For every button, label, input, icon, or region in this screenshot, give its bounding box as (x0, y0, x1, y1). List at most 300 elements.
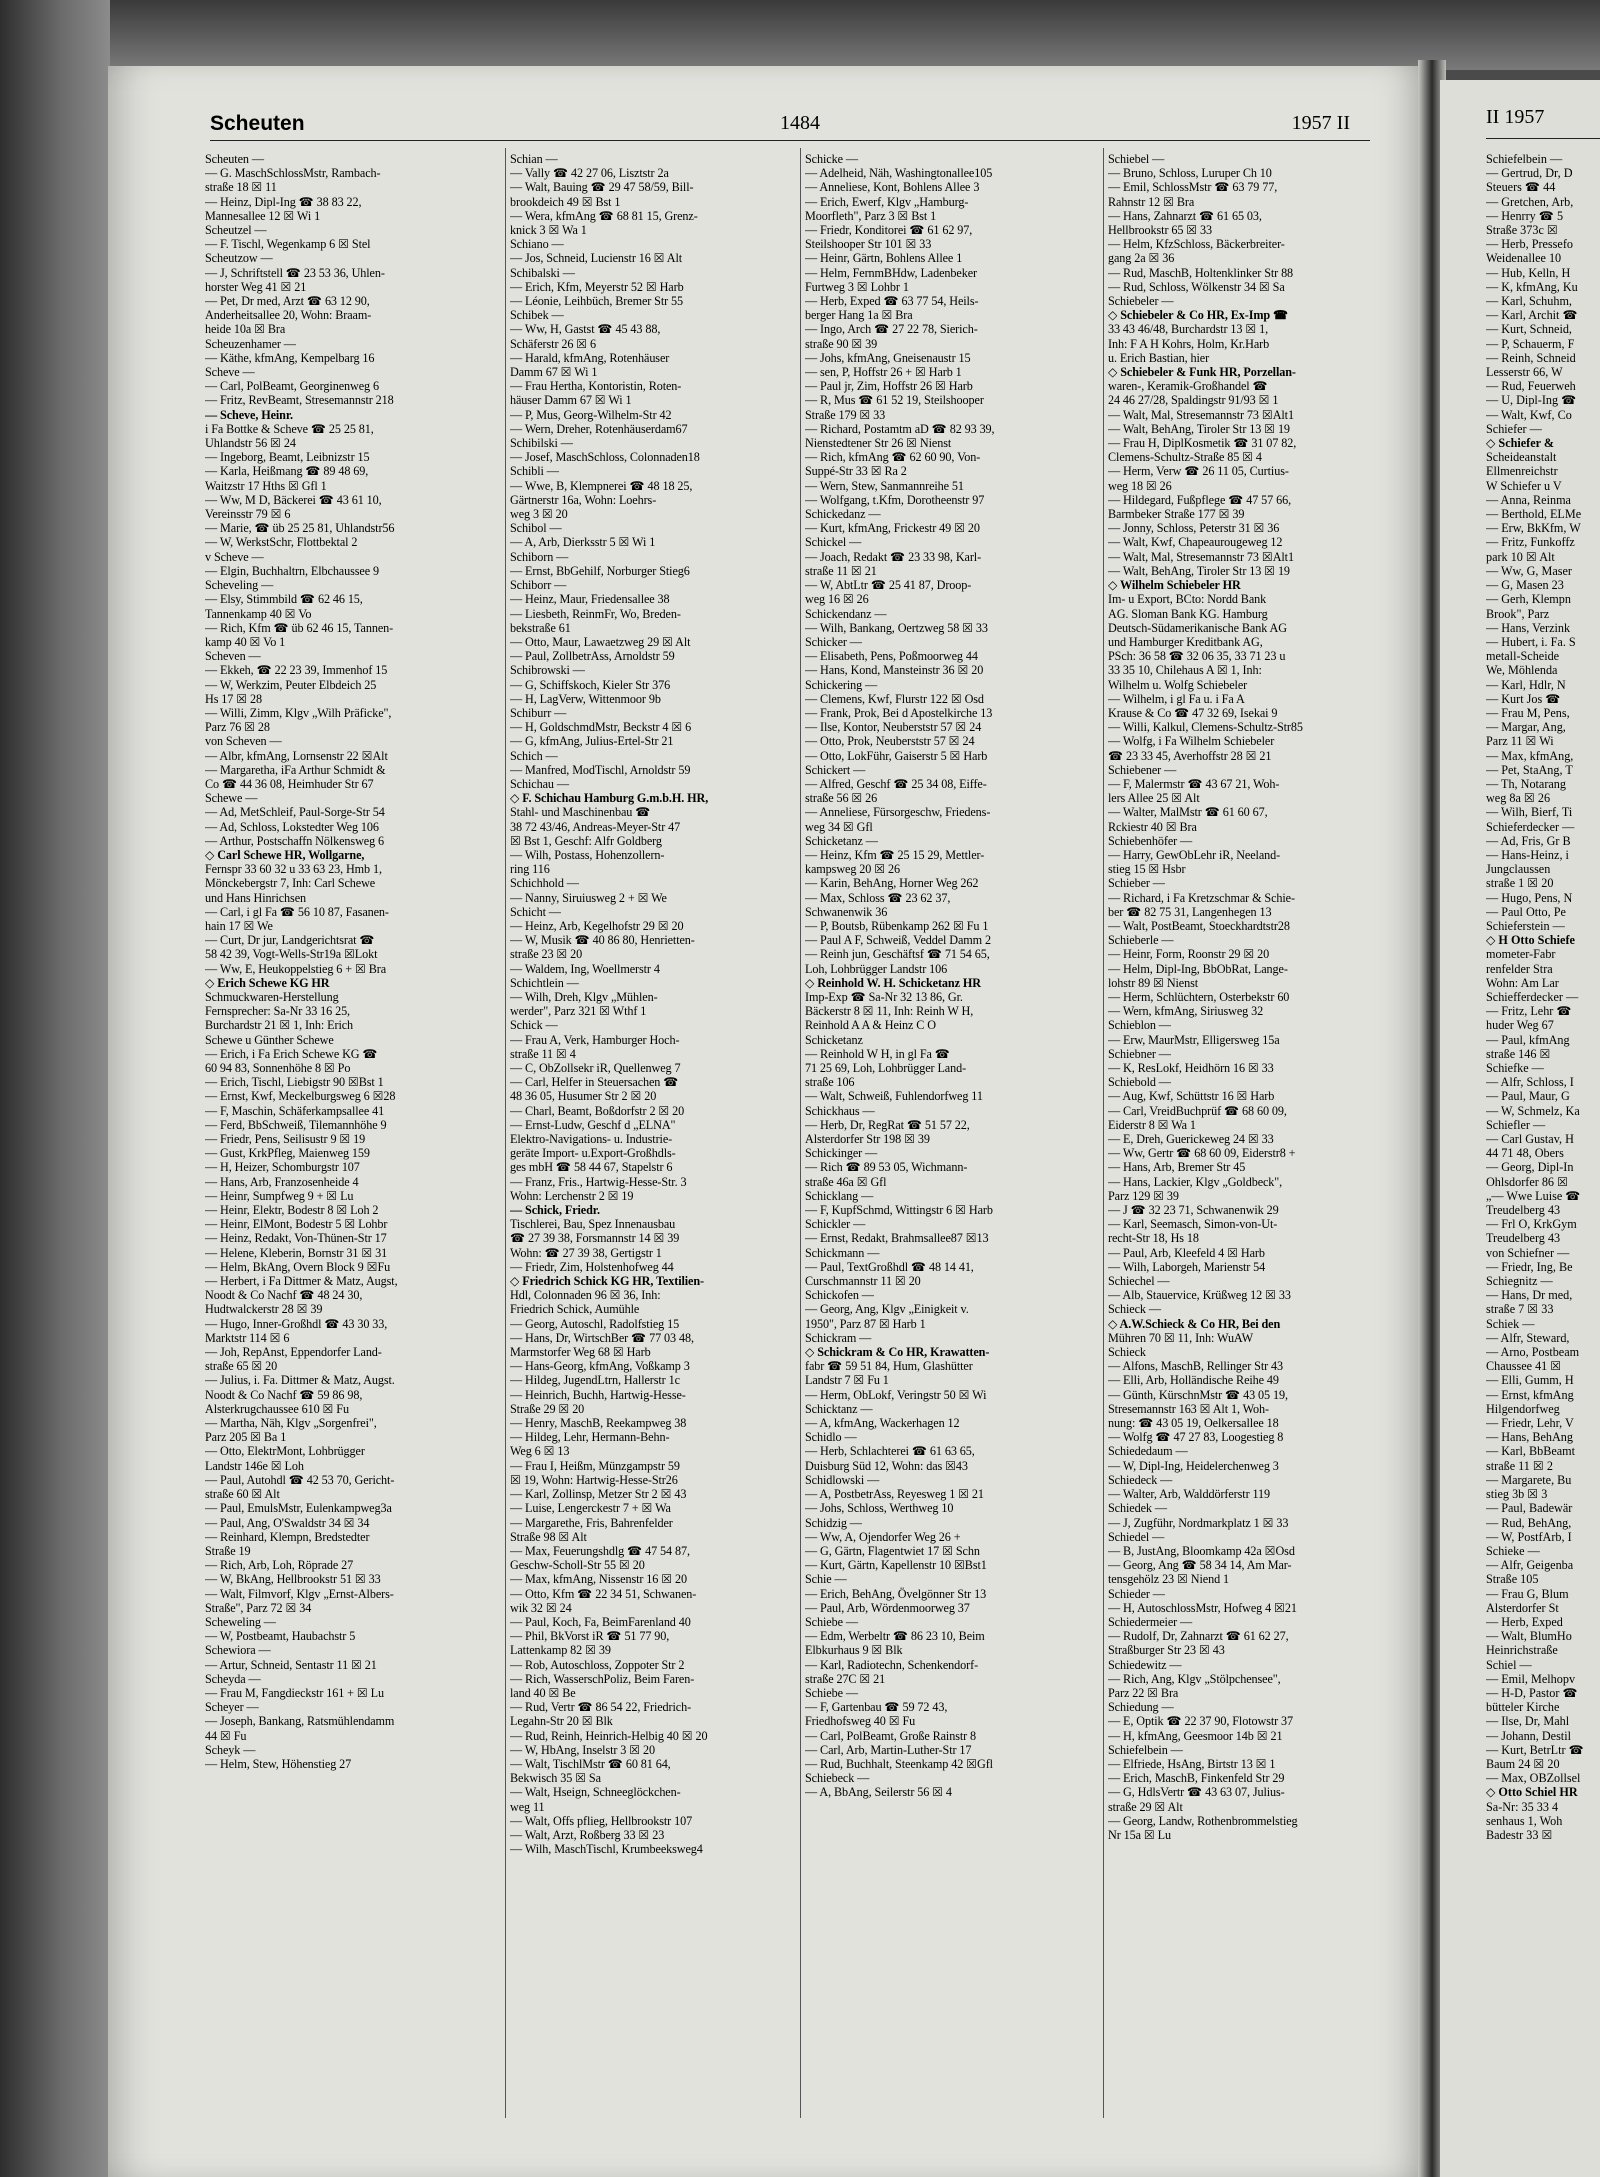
directory-entry-line: Anderheitsallee 20, Wohn: Braam- (205, 308, 372, 323)
directory-entry-line: — Herm, ObLokf, Veringstr 50 ☒ Wi (805, 1387, 987, 1402)
directory-entry-line: — Otto, LokFühr, Gaiserstr 5 ☒ Harb (805, 748, 988, 763)
facing-entry-line: — Alfr, Steward, (1486, 1330, 1570, 1345)
directory-entry-line: — Herb, Schlachterei ☎ 61 63 65, (805, 1444, 975, 1459)
directory-entry-line: — Margarethe, Fris, Bahrenfelder (510, 1515, 673, 1530)
directory-entry-line: — Alfons, MaschB, Rellinger Str 43 (1108, 1359, 1284, 1374)
directory-entry-line: Mannesallee 12 ☒ Wi 1 (205, 208, 321, 223)
directory-entry-line: — Hans, Dr, WirtschBer ☎ 77 03 48, (510, 1330, 694, 1345)
directory-entry-line: — Heinz, Redakt, Von-Thünen-Str 17 (205, 1231, 387, 1246)
directory-entry-line: — Karl, Zollinsp, Metzer Str 2 ☒ 43 (510, 1487, 687, 1502)
directory-entry-line: — F. Tischl, Wegenkamp 6 ☒ Stel (205, 237, 371, 252)
directory-entry-line: — Walt, Offs pflieg, Hellbrookstr 107 (510, 1813, 693, 1828)
directory-entry-line: Schickler — (805, 1217, 866, 1232)
facing-entry-line: — Fritz, Funkoffz (1486, 535, 1575, 550)
directory-entry-line: — W, BkAng, Hellbrookstr 51 ☒ 33 (205, 1572, 381, 1587)
directory-entry-line: — Frau Hertha, Kontoristin, Roten- (510, 379, 682, 394)
directory-entry-line: — Rud, Buchhalt, Steenkamp 42 ☒Gfl (805, 1756, 993, 1771)
directory-entry-line: — Walt, Mal, Stresemannstr 73 ☒Alt1 (1108, 407, 1294, 422)
directory-entry-line: Schickram — (805, 1330, 872, 1345)
directory-entry-line: Schibol — (510, 521, 562, 536)
directory-entry-line: Schiborr — (510, 578, 567, 593)
directory-entry-line: — Ingeborg, Beamt, Leibnizstr 15 (205, 450, 370, 465)
directory-entry-line: — Carl, Helfer in Steuersachen ☎ (510, 1075, 679, 1090)
directory-entry-line: berger Hang 1a ☒ Bra (805, 308, 913, 323)
directory-entry-line: — F, KupfSchmd, Wittingstr 6 ☒ Harb (805, 1203, 993, 1218)
directory-entry-line: — Georg, Ang, Klgv „Einigkeit v. (805, 1302, 969, 1317)
directory-entry-line: — Martha, Näh, Klgv „Sorgenfrei", (205, 1416, 377, 1431)
directory-entry-line: Scheyk — (205, 1742, 256, 1757)
directory-entry-line: — Walt, BehAng, Tiroler Str 13 ☒ 19 (1108, 563, 1290, 578)
facing-entry-line: W Schiefer u V (1486, 478, 1562, 493)
facing-entry-line: huder Weg 67 (1486, 1018, 1554, 1033)
directory-entry-line: Schiebener — (1108, 762, 1177, 777)
facing-entry-line: — Ernst, kfmAng (1486, 1387, 1574, 1402)
facing-entry-line: — Hubert, i. Fa. S (1486, 634, 1576, 649)
facing-entry-line: Hilgendorfweg (1486, 1401, 1560, 1416)
directory-entry-line: — Ernst, BbGehilf, Norburger Stieg6 (510, 563, 690, 578)
facing-entry-line: straße 146 ☒ (1486, 1046, 1551, 1061)
directory-entry-line: — Paul, Autohdl ☎ 42 53 70, Gericht- (205, 1472, 395, 1487)
directory-entry-line: — Frau I, Heißm, Münzgampstr 59 (510, 1458, 680, 1473)
directory-entry-line: horster Weg 41 ☒ 21 (205, 279, 307, 294)
directory-entry-line: Schidlo — (805, 1430, 857, 1445)
directory-entry-line: Schie — (805, 1572, 847, 1587)
directory-entry-line: — Carl, VreidBuchprüf ☎ 68 60 09, (1108, 1103, 1287, 1118)
directory-entry-line: — Carl, i gl Fa ☎ 56 10 87, Fasanen- (205, 904, 389, 919)
directory-entry-line: ◇ Carl Schewe HR, Wollgarne, (205, 847, 365, 862)
facing-entry-line: Lesserstr 66, W (1486, 365, 1563, 380)
facing-entry-line: — Th, Notarang (1486, 776, 1566, 791)
directory-entry-line: Straße 29 ☒ 20 (510, 1401, 585, 1416)
directory-column-2 (510, 152, 808, 1856)
directory-entry-line: Noodt & Co Nachf ☎ 48 24 30, (205, 1288, 363, 1303)
facing-entry-line: — Herb, Exped (1486, 1614, 1563, 1629)
facing-entry-line: — Erw, BkKfm, W (1486, 521, 1581, 536)
directory-entry-line: — Marie, ☎ üb 25 25 81, Uhlandstr56 (205, 521, 395, 536)
facing-entry-line: Ohlsdorfer 86 ☒ (1486, 1174, 1569, 1189)
facing-entry-line: — Alfr, Schloss, I (1486, 1075, 1574, 1090)
directory-entry-line: — Rud, Schloss, Wölkenstr 34 ☒ Sa (1108, 279, 1285, 294)
facing-entry-line: — Karl, Hdlr, N (1486, 677, 1566, 692)
facing-entry-line: — U, Dipl-Ing ☎ (1486, 393, 1577, 408)
directory-entry-line: — Anneliese, Kont, Bohlens Allee 3 (805, 180, 980, 195)
directory-entry-line: — Ernst-Ludw, Geschf d „ELNA" (510, 1117, 676, 1132)
facing-entry-line: Baum 24 ☒ 20 (1486, 1756, 1560, 1771)
directory-entry-line: Landstr 146e ☒ Loh (205, 1458, 304, 1473)
directory-entry-line: Schiebe — (805, 1614, 858, 1629)
directory-entry-line: Schiebe — (805, 1685, 858, 1700)
directory-entry-line: — Herm, Schlüchtern, Osterbekstr 60 (1108, 989, 1290, 1004)
directory-entry-line: Imp-Exp ☎ Sa-Nr 32 13 86, Gr. (805, 989, 963, 1004)
directory-entry-line: — Heinz, Dipl-Ing ☎ 38 83 22, (205, 194, 362, 209)
directory-entry-line: Scheutzow — (205, 251, 273, 266)
directory-entry-line: Schidlowski — (805, 1472, 880, 1487)
directory-entry-line: — Heinz, Kfm ☎ 25 15 29, Mettler- (805, 847, 985, 862)
directory-entry-line: Eiderstr 8 ☒ Wa 1 (1108, 1117, 1196, 1132)
facing-entry-line: — H-D, Pastor ☎ (1486, 1685, 1578, 1700)
directory-entry-line: — Paul jr, Zim, Hoffstr 26 ☒ Harb (805, 379, 973, 394)
directory-entry-line: knick 3 ☒ Wa 1 (510, 223, 587, 238)
directory-entry-line: — Harald, kfmAng, Rotenhäuser (510, 350, 670, 365)
directory-entry-line: — Elgin, Buchhaltrn, Elbchaussee 9 (205, 563, 379, 578)
directory-entry-line: — Adelheid, Näh, Washingtonallee105 (805, 166, 993, 181)
directory-entry-line: Schickert — (805, 762, 866, 777)
facing-entry-line: — Friedr, Lehr, V (1486, 1416, 1574, 1431)
facing-entry-line: Heinrichstraße (1486, 1643, 1558, 1658)
directory-entry-line: Legahn-Str 20 ☒ Blk (510, 1714, 613, 1729)
directory-entry-line: Schieber — (1108, 876, 1165, 891)
directory-entry-line: — Erw, MaurMstr, Elligersweg 15a (1108, 1032, 1280, 1047)
directory-entry-line: — Otto, ElektrMont, Lohbrügger (205, 1444, 365, 1459)
directory-entry-line: — Rud, MaschB, Holtenklinker Str 88 (1108, 265, 1294, 280)
facing-entry-line: — Pet, StaAng, T (1486, 762, 1573, 777)
directory-entry-line: Schichhold — (510, 876, 579, 891)
facing-entry-line: Schiel — (1486, 1657, 1532, 1672)
directory-entry-line: — Helm, BkAng, Overn Block 9 ☒Fu (205, 1259, 391, 1274)
directory-entry-line: straße 90 ☒ 39 (805, 336, 878, 351)
directory-entry-line: — W, Musik ☎ 40 86 80, Henrietten- (510, 933, 695, 948)
directory-entry-line: — Phil, BkVorst iR ☎ 51 77 90, (510, 1629, 670, 1644)
directory-entry-line: — Herb, Dr, RegRat ☎ 51 57 22, (805, 1117, 970, 1132)
directory-entry-line: Marmstorfer Weg 68 ☒ Harb (510, 1345, 651, 1360)
directory-entry-line: — Willi, Kalkul, Clemens-Schultz-Str85 (1108, 720, 1303, 735)
facing-entry-line: von Schiefner — (1486, 1245, 1570, 1260)
facing-entry-line: Treudelberg 43 (1486, 1203, 1561, 1218)
directory-entry-line: — Wolfg, i Fa Wilhelm Schiebeler (1108, 734, 1275, 749)
facing-entry-line: — Frl O, KrkGym (1486, 1217, 1577, 1232)
directory-entry-line: Schibli — (510, 464, 559, 479)
running-head (210, 108, 1370, 141)
directory-entry-line: — Walt, TischlMstr ☎ 60 81 64, (510, 1756, 671, 1771)
facing-entry-line: — Arno, Postbeam (1486, 1345, 1580, 1360)
directory-entry-line: — G. MaschSchlossMstr, Rambach- (205, 166, 381, 181)
directory-entry-line: Scheve — (205, 365, 255, 380)
directory-entry-line: — Wilh, Postass, Hohenzollern- (510, 847, 665, 862)
facing-entry-line: — Reinh, Schneid (1486, 350, 1576, 365)
directory-entry-line: — W, WerkstSchr, Flottbektal 2 (205, 535, 358, 550)
directory-entry-line: — Johs, kfmAng, Gneisenaustr 15 (805, 350, 971, 365)
directory-entry-line: — Heinr, Gärtn, Bohlens Allee 1 (805, 251, 963, 266)
directory-entry-line: Landstr 7 ☒ Fu 1 (805, 1373, 889, 1388)
directory-entry-line: — Friedr, Zim, Holstenhofweg 44 (510, 1259, 674, 1274)
directory-entry-line: — Walter, MalMstr ☎ 61 60 67, (1108, 805, 1268, 820)
directory-entry-line: u. Erich Bastian, hier (1108, 350, 1210, 365)
directory-entry-line: — F, Maschin, Schäferkampsallee 41 (205, 1103, 385, 1118)
directory-entry-line: — Gust, KrkPfleg, Maienweg 159 (205, 1146, 370, 1161)
directory-entry-line: — Waldem, Ing, Woellmerstr 4 (510, 961, 660, 976)
directory-entry-line: 24 46 27/28, Spaldingstr 91/93 ☒ 1 (1108, 393, 1279, 408)
directory-entry-line: ◇ Schiebeler & Co HR, Ex-Imp ☎ (1108, 308, 1289, 323)
directory-entry-line: Schewe — (205, 791, 258, 806)
directory-entry-line: — W, AbtLtr ☎ 25 41 87, Droop- (805, 578, 972, 593)
directory-entry-line: — Günth, KürschnMstr ☎ 43 05 19, (1108, 1387, 1288, 1402)
directory-entry-line: — G, Schiffskoch, Kieler Str 376 (510, 677, 671, 692)
directory-entry-line: weg 18 ☒ 26 (1108, 478, 1172, 493)
directory-entry-line: — Walt, Bauing ☎ 29 47 58/59, Bill- (510, 180, 694, 195)
directory-entry-line: — C, ObZollsekr iR, Quellenweg 7 (510, 1061, 681, 1075)
facing-entry-line: — Anna, Reinma (1486, 492, 1571, 507)
directory-entry-line: — Frau M, Fangdieckstr 161 + ☒ Lu (205, 1685, 385, 1700)
directory-entry-line: Stahl- und Maschinenbau ☎ (510, 805, 651, 820)
facing-entry-line: Chaussee 41 ☒ (1486, 1359, 1562, 1374)
directory-entry-line: — Paul, EmulsMstr, Eulenkampweg3a (205, 1501, 392, 1516)
directory-entry-line: straße 11 ☒ 21 (805, 563, 877, 578)
facing-entry-line: stieg 3b ☒ 3 (1486, 1487, 1548, 1502)
facing-entry-line: Ellmenreichstr (1486, 464, 1558, 479)
directory-entry-line: — H, GoldschmdMstr, Beckstr 4 ☒ 6 (510, 720, 692, 735)
directory-entry-line: ◇ A.W.Schieck & Co HR, Bei den (1108, 1316, 1281, 1331)
directory-entry-line: — Margaretha, iFa Arthur Schmidt & (205, 762, 386, 777)
directory-entry-line: Steilshooper Str 101 ☒ 33 (805, 237, 932, 252)
directory-entry-line: Schickendanz — (805, 606, 887, 621)
directory-entry-line: — Jos, Schneid, Lucienstr 16 ☒ Alt (510, 251, 683, 266)
directory-entry-line: — Liesbeth, ReinmFr, Wo, Breden- (510, 606, 681, 621)
directory-entry-line: Duisburg Süd 12, Wohn: das ☒43 (805, 1458, 968, 1473)
directory-entry-line: gang 2a ☒ 36 (1108, 251, 1175, 266)
facing-entry-line: ◇ Schiefer & (1486, 436, 1555, 451)
directory-entry-line: — Walt, Hseign, Schneeglöckchen- (510, 1785, 681, 1800)
directory-entry-line: ◇ Reinhold W. H. Schicketanz HR (805, 975, 981, 990)
directory-entry-line: Scheuten — (205, 152, 264, 166)
facing-entry-line: senhaus 1, Woh (1486, 1813, 1563, 1828)
directory-entry-line: — A, Arb, Dierksstr 5 ☒ Wi 1 (510, 535, 656, 550)
directory-entry-line: — Hans, Arb, Franzosenheide 4 (205, 1174, 359, 1189)
directory-entry-line: Furtweg 3 ☒ Lohbr 1 (805, 279, 909, 294)
facing-entry-line: Schieferstein — (1486, 918, 1565, 933)
facing-entry-line: Steuers ☎ 44 (1486, 180, 1556, 195)
directory-entry-line: Schicht — (510, 904, 561, 919)
facing-entry-line: Sa-Nr: 35 33 4 (1486, 1799, 1559, 1814)
directory-entry-line: häuser Damm 67 ☒ Wi 1 (510, 393, 632, 408)
directory-entry-line: Waitzstr 17 Hths ☒ Gfl 1 (205, 478, 327, 493)
directory-entry-line: land 40 ☒ Be (510, 1685, 576, 1700)
directory-entry-line: — A, kfmAng, Wackerhagen 12 (805, 1416, 960, 1431)
directory-entry-line: — Helm, Stew, Höhenstieg 27 (205, 1756, 352, 1771)
directory-entry-line: — Walt, Arzt, Roßberg 33 ☒ 23 (510, 1827, 665, 1842)
directory-entry-line: — J, Zugführ, Nordmarkplatz 1 ☒ 33 (1108, 1515, 1289, 1530)
facing-entry-line: — W, Schmelz, Ka (1486, 1103, 1580, 1118)
directory-entry-line: 44 ☒ Fu (205, 1728, 247, 1743)
directory-entry-line: Parz 129 ☒ 39 (1108, 1188, 1179, 1203)
facing-entry-line: Schieferdecker — (1486, 819, 1575, 834)
facing-entry-line: Badestr 33 ☒ (1486, 1827, 1553, 1842)
directory-entry-line: Schiededaum — (1108, 1444, 1188, 1459)
directory-entry-line: Rahnstr 12 ☒ Bra (1108, 194, 1195, 209)
directory-entry-line: — Aug, Kwf, Schüttstr 16 ☒ Harb (1108, 1089, 1275, 1104)
directory-entry-line: — Rich ☎ 89 53 05, Wichmann- (805, 1160, 968, 1175)
directory-entry-line: — Otto, Kfm ☎ 22 34 51, Schwanen- (510, 1586, 697, 1601)
directory-entry-line: — Erich, Tischl, Liebigstr 90 ☒Bst 1 (205, 1075, 384, 1090)
directory-entry-line: Schiedeck — (1108, 1472, 1173, 1487)
directory-entry-line: — Artur, Schneid, Sentastr 11 ☒ 21 (205, 1657, 377, 1672)
directory-entry-line: — Fritz, RevBeamt, Stresemannstr 218 (205, 393, 394, 408)
directory-entry-line: — Hugo, Inner-Großhdl ☎ 43 30 33, (205, 1316, 388, 1331)
facing-entry-line: We, Möhlenda (1486, 663, 1558, 678)
directory-entry-line: ring 116 (510, 862, 550, 877)
directory-entry-line: — Herm, Verw ☎ 26 11 05, Curtius- (1108, 464, 1289, 479)
facing-entry-line: renfelder Stra (1486, 961, 1553, 976)
directory-entry-line: — Paul A F, Schweiß, Veddel Damm 2 (805, 933, 991, 948)
directory-entry-line: Uhlandstr 56 ☒ 24 (205, 436, 296, 451)
directory-entry-line: — Walt, Kwf, Chapeaurougeweg 12 (1108, 535, 1283, 550)
directory-entry-line: — Max, Schloss ☎ 23 62 37, (805, 890, 951, 905)
directory-entry-line: weg 11 (510, 1799, 545, 1814)
directory-entry-line: Vereinsstr 79 ☒ 6 (205, 507, 291, 522)
directory-entry-line: Schewe u Günther Schewe (205, 1032, 334, 1047)
directory-entry-line: — Paul, Arb, Kleefeld 4 ☒ Harb (1108, 1245, 1265, 1260)
directory-entry-line: Lattenkamp 82 ☒ 39 (510, 1643, 611, 1658)
directory-entry-line: 48 36 05, Husumer Str 2 ☒ 20 (510, 1089, 657, 1104)
directory-entry-line: — A, PostbetrAss, Reyesweg 1 ☒ 21 (805, 1487, 984, 1502)
directory-entry-line: Schicktanz — (805, 1401, 873, 1416)
facing-entry-line: Schiegnitz — (1486, 1274, 1553, 1289)
facing-entry-line: — Karl, Archit ☎ (1486, 308, 1578, 323)
directory-entry-line: — G, Gärtn, Flagentwiet 17 ☒ Schn (805, 1543, 980, 1558)
directory-entry-line: Wohn: ☎ 27 39 38, Gertigstr 1 (510, 1245, 662, 1260)
directory-entry-line: — Wilh, Laborgeh, Marienstr 54 (1108, 1259, 1266, 1274)
facing-entry-line: bütteler Kirche (1486, 1700, 1560, 1715)
directory-entry-line: Schickofen — (805, 1288, 874, 1303)
facing-entry-line: Scheideanstalt (1486, 450, 1557, 465)
directory-entry-line: lohstr 89 ☒ Nienst (1108, 975, 1199, 990)
directory-entry-line: — Wolfg ☎ 47 27 83, Loogestieg 8 (1108, 1430, 1284, 1445)
facing-entry-line: 44 71 48, Obers (1486, 1146, 1564, 1161)
directory-entry-line: — G, HdlsVertr ☎ 43 63 07, Julius- (1108, 1785, 1285, 1800)
directory-entry-line: — Ernst, Redakt, Brahmsallee87 ☒13 (805, 1231, 989, 1246)
directory-entry-line: und Hans Hinrichsen (205, 890, 306, 905)
facing-entry-line: Jungclaussen (1486, 862, 1551, 877)
directory-entry-line: — Hildeg, JugendLtrn, Hallerstr 1c (510, 1373, 680, 1388)
directory-entry-line: — A, BbAng, Seilerstr 56 ☒ 4 (805, 1785, 952, 1800)
directory-entry-line: Co ☎ 44 36 08, Heimhuder Str 67 (205, 776, 374, 791)
directory-entry-line: kamp 40 ☒ Vo 1 (205, 634, 286, 649)
directory-entry-line: Elbkurhaus 9 ☒ Blk (805, 1643, 903, 1658)
directory-entry-line: Scheuzenhamer — (205, 336, 296, 351)
directory-entry-line: — J ☎ 32 23 71, Schwanenwik 29 (1108, 1203, 1279, 1218)
facing-running-head: II 1957 (1486, 106, 1600, 139)
directory-entry-line: Suppé-Str 33 ☒ Ra 2 (805, 464, 907, 479)
directory-entry-line: tensgehölz 23 ☒ Niend 1 (1108, 1572, 1229, 1587)
directory-entry-line: 58 42 39, Vogt-Wells-Str19a ☒Lokt (205, 947, 378, 962)
directory-entry-line: — Charl, Beamt, Boßdorfstr 2 ☒ 20 (510, 1103, 685, 1118)
directory-entry-line: ☒ Bst 1, Geschf: Alfr Goldberg (510, 833, 662, 848)
directory-entry-line: — Pet, Dr med, Arzt ☎ 63 12 90, (205, 294, 370, 309)
facing-entry-line: Schiefke — (1486, 1061, 1544, 1075)
directory-entry-line: — Ww, H, Gastst ☎ 45 43 88, (510, 322, 661, 337)
directory-entry-line: — Emil, SchlossMstr ☎ 63 79 77, (1108, 180, 1278, 195)
directory-entry-line: Nr 15a ☒ Lu (1108, 1827, 1171, 1842)
directory-entry-line: — Clemens, Kwf, Flurstr 122 ☒ Osd (805, 691, 984, 706)
directory-entry-line: — Frau H, DiplKosmetik ☎ 31 07 82, (1108, 436, 1297, 451)
directory-entry-line: — Heinr, Form, Roonstr 29 ☒ 20 (1108, 947, 1270, 962)
directory-entry-line: Schiebner — (1108, 1046, 1171, 1061)
directory-entry-line: — Carl, Arb, Martin-Luther-Str 17 (805, 1742, 972, 1757)
directory-entry-line: — Kurt, kfmAng, Frickestr 49 ☒ 20 (805, 521, 980, 536)
directory-entry-line: ◇ Erich Schewe KG HR (205, 975, 330, 990)
directory-entry-line: — Reinhard, Klempn, Bredstedter (205, 1529, 370, 1544)
directory-entry-line: Marktstr 114 ☒ 6 (205, 1330, 290, 1345)
directory-entry-line: Schieberle — (1108, 933, 1174, 948)
directory-entry-line: Alsterkrugchaussee 610 ☒ Fu (205, 1401, 349, 1416)
directory-entry-line: Schiebold — (1108, 1075, 1171, 1090)
directory-entry-line: — Frank, Prok, Bei d Apostelkirche 13 (805, 705, 993, 720)
directory-entry-line: — Otto, Maur, Lawaetzweg 29 ☒ Alt (510, 634, 691, 649)
facing-entry-line: — Emil, Melhopv (1486, 1671, 1576, 1686)
facing-entry-line: Straße 105 (1486, 1572, 1539, 1587)
directory-entry-line: Scheveling — (205, 578, 274, 593)
directory-entry-line: — Nanny, Siruiusweg 2 + ☒ We (510, 890, 667, 905)
directory-entry-line: — Helene, Kleberin, Bornstr 31 ☒ 31 (205, 1245, 388, 1260)
facing-entry-line: park 10 ☒ Alt (1486, 549, 1555, 564)
directory-entry-line: — Ernst, Kwf, Meckelburgsweg 6 ☒28 (205, 1089, 396, 1104)
directory-entry-line: — Wilh, MaschTischl, Krumbeeksweg4 (510, 1842, 703, 1857)
directory-entry-line: Parz 22 ☒ Bra (1108, 1685, 1179, 1700)
directory-entry-line: Scheyer — (205, 1700, 259, 1715)
directory-entry-line: Friedhofsweg 40 ☒ Fu (805, 1714, 916, 1729)
directory-entry-line: Schiedung — (1108, 1700, 1174, 1715)
directory-entry-line: Deutsch-Südamerikanische Bank AG (1108, 620, 1287, 635)
facing-entry-line: — Karl, BbBeamt (1486, 1444, 1576, 1459)
directory-entry-line: Schickering — (805, 677, 878, 692)
directory-entry-line: Schmuckwaren-Herstellung (205, 989, 339, 1004)
directory-entry-line: — Elfriede, HsAng, Birtstr 13 ☒ 1 (1108, 1756, 1276, 1771)
directory-entry-line: — Ww, E, Heukoppelstieg 6 + ☒ Bra (205, 961, 387, 976)
directory-entry-line: Schiedel — (1108, 1529, 1165, 1544)
directory-entry-line: heide 10a ☒ Bra (205, 322, 286, 337)
directory-entry-line: Krause & Co ☎ 47 32 69, Isekai 9 (1108, 705, 1278, 720)
directory-entry-line: — E, Optik ☎ 22 37 90, Flotowstr 37 (1108, 1714, 1294, 1729)
directory-entry-line: — Ww, A, Ojendorfer Weg 26 + (805, 1529, 961, 1544)
facing-entry-line: — Margarete, Bu (1486, 1472, 1572, 1487)
directory-entry-line: Schickmann — (805, 1245, 880, 1260)
directory-entry-line: Schidzig — (805, 1515, 862, 1530)
directory-entry-line: 33 43 46/48, Burchardstr 13 ☒ 1, (1108, 322, 1269, 337)
facing-entry-line: — K, kfmAng, Ku (1486, 279, 1578, 294)
directory-entry-line: — Rudolf, Dr, Zahnarzt ☎ 61 62 27, (1108, 1629, 1289, 1644)
facing-entry-line: — Kurt, BetrLtr ☎ (1486, 1742, 1584, 1757)
directory-entry-line: — E, Dreh, Guerickeweg 24 ☒ 33 (1108, 1132, 1274, 1147)
directory-entry-line: Weg 6 ☒ 13 (510, 1444, 570, 1459)
directory-entry-line: — sen, P, Hoffstr 26 + ☒ Harb 1 (805, 365, 962, 380)
directory-entry-line: Scheven — (205, 649, 261, 664)
directory-entry-line: Schichtlein — (510, 975, 579, 990)
directory-entry-line: Tannenkamp 40 ☒ Vo (205, 606, 312, 621)
directory-entry-line: — Max, kfmAng, Nissenstr 16 ☒ 20 (510, 1572, 687, 1587)
directory-entry-line: Schicketanz — (805, 833, 878, 848)
facing-entry-line: Wohn: Am Lar (1486, 975, 1559, 990)
column-rule (505, 148, 506, 2118)
directory-entry-line: Elektro-Navigations- u. Industrie- (510, 1132, 673, 1147)
directory-entry-line: Inh: F A H Kohrs, Holm, Kr.Harb (1108, 336, 1270, 351)
directory-entry-line: — Henry, MaschB, Reekampweg 38 (510, 1416, 687, 1431)
facing-entry-line: Parz 11 ☒ Wi (1486, 734, 1554, 749)
directory-entry-line: Schickhaus — (805, 1103, 875, 1118)
directory-entry-line: Clemens-Schultz-Straße 85 ☒ 4 (1108, 450, 1262, 465)
directory-entry-line: straße 65 ☒ 20 (205, 1359, 278, 1374)
directory-entry-line: Wilhelm u. Wolfg Schiebeler (1108, 677, 1248, 692)
facing-entry-line: Weidenallee 10 (1486, 251, 1562, 266)
directory-entry-line: — Wwe, B, Klempnerei ☎ 48 18 25, (510, 478, 693, 493)
directory-entry-line: 33 35 10, Chilehaus A ☒ 1, Inh: (1108, 663, 1262, 678)
facing-entry-line: — Carl Gustav, H (1486, 1132, 1574, 1147)
facing-entry-line: — Frau G, Blum (1486, 1586, 1569, 1601)
directory-entry-line: — Kurt, Gärtn, Kapellenstr 10 ☒Bst1 (805, 1558, 987, 1573)
directory-entry-line: Schiebenhöfer — (1108, 833, 1193, 848)
directory-entry-line: — Hans, Lackier, Klgv „Goldbeck", (1108, 1174, 1283, 1189)
directory-entry-line: — Manfred, ModTischl, Arnoldstr 59 (510, 762, 691, 777)
directory-entry-line: Tischlerei, Bau, Spez Innenausbau (510, 1217, 676, 1232)
directory-entry-line: Damm 67 ☒ Wi 1 (510, 365, 598, 380)
